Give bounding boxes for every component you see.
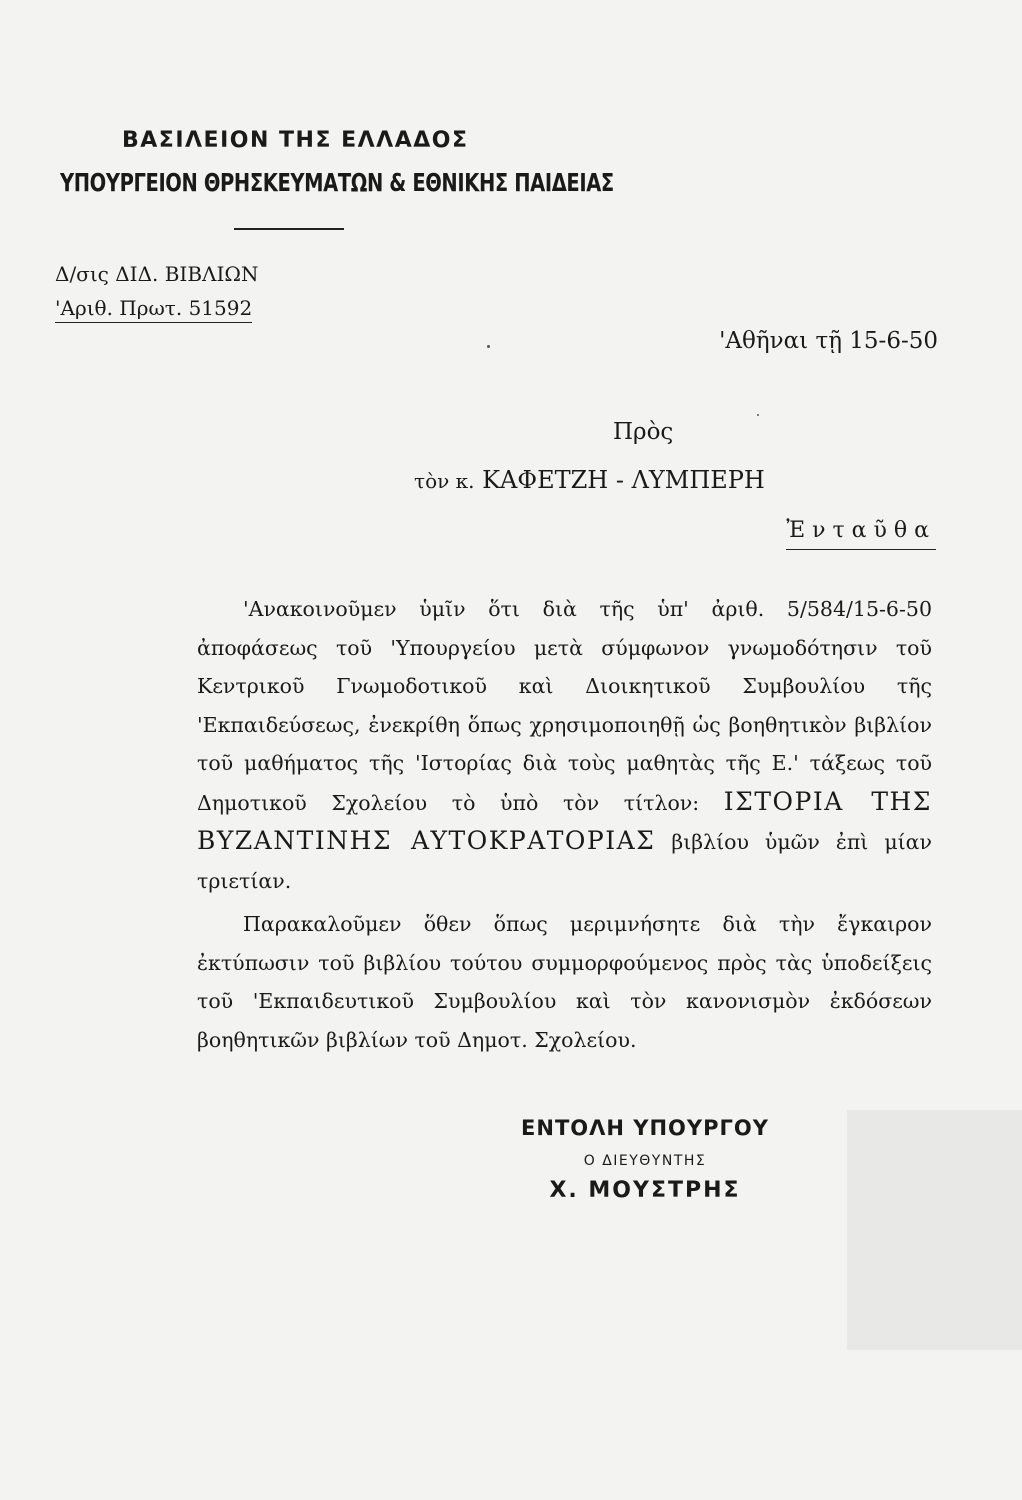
addressee-to: Πρὸς [613, 419, 674, 445]
letterhead-ministry: ΥΠΟΥΡΓΕΙΟΝ ΘΡΗΣΚΕΥΜΑΤΩΝ & ΕΘΝΙΚΗΣ ΠΑΙΔΕΙΑΣ [60, 168, 614, 197]
letterhead-kingdom: ΒΑΣΙΛΕΙΟΝ ΤΗΣ ΕΛΛΑΔΟΣ [122, 128, 469, 153]
paper-speck [487, 345, 490, 348]
signature-role: Ο ΔΙΕΥΘΥΝΤΗΣ [583, 1153, 707, 1169]
body-paragraph-2: Παρακαλοῦμεν ὅθεν ὅπως μεριμνήσητε διὰ τὴν ἔγκαιρον ἐκτύπωσιν τοῦ βιβλίου τούτου συμμορφούμενος πρὸς τὰς ὑποδείξεις τοῦ 'Εκπαιδευτικοῦ Συμβουλίου καὶ τὸν κανονισμὸν ἐκδόσεων βοηθητικῶν βιβλίων τοῦ Δημοτ. Σχολείου. [197, 912, 932, 1052]
paper-stain [847, 1110, 1022, 1350]
addressee-place: Ἐνταῦθα [786, 518, 936, 550]
protocol-number: 'Αριθ. Πρωτ. 51592 [55, 296, 252, 323]
signature-order: ΕΝΤΟΛΗ ΥΠΟΥΡΓΟΥ [521, 1116, 769, 1140]
addressee-prefix: τὸν κ. [414, 469, 475, 493]
paper-speck [757, 414, 759, 416]
book-title: ΙΣΤΟΡΙΑ ΤΗΣ ΒΥΖΑΝΤΙΝΗΣ ΑΥΤΟΚΡΑΤΟΡΙΑΣ [197, 786, 932, 855]
addressee-name: ΚΑΦΕΤΖΗ - ΛΥΜΠΕΡΗ [482, 466, 765, 494]
addressee-line [414, 466, 765, 494]
department-line: Δ/σις ΔΙΔ. ΒΙΒΛΙΩΝ [55, 262, 259, 286]
body-paragraph-1 [197, 590, 932, 900]
body-paragraph-1-end: βιβλίου ὑμῶν ἐπὶ μίαν τριετίαν. [197, 830, 932, 893]
signature-name: Χ. ΜΟΥΣΤΡΗΣ [549, 1178, 741, 1203]
letter-date: 'Αθῆναι τῇ 15-6-50 [719, 328, 938, 354]
letterhead-divider [234, 228, 344, 230]
body-paragraph-1-text: 'Ανακοινοῦμεν ὑμῖν ὅτι διὰ τῆς ὑπ' ἀριθ. 5/584/15-6-50 ἀποφάσεως τοῦ 'Υπουργείου μετὰ σύμφωνον γνωμοδότησιν τοῦ Κεντρικοῦ Γνωμοδοτικοῦ καὶ Διοικητικοῦ Συμβουλίου τῆς 'Εκπαιδεύσεως, ἐνεκρίθη ὅπως χρησιμοποιηθῇ ὡς βοηθητικὸν βιβλίον τοῦ μαθήματος τῆς 'Ιστορίας διὰ τοὺς μαθητὰς τῆς Ε.' τάξεως τοῦ Δημοτικοῦ Σχολείου τὸ ὑπὸ τὸν τίτλον: [197, 597, 932, 815]
